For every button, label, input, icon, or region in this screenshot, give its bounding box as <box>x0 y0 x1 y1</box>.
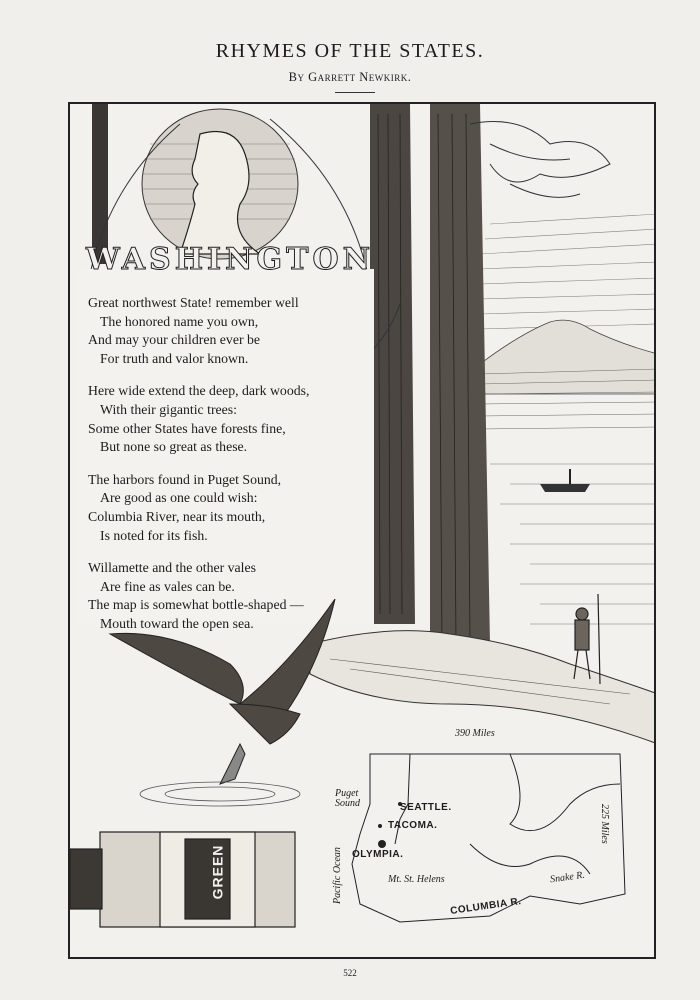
poem-line: Willamette and the other vales <box>88 560 257 576</box>
poem-line: And may your children ever be <box>88 332 261 348</box>
poem-heading: WASHINGTON <box>85 242 374 277</box>
map-pacific-label: Pacific Ocean <box>332 847 343 904</box>
poem-line: With their gigantic trees: <box>100 401 237 417</box>
map-olympia-label: OLYMPIA. <box>352 849 404 860</box>
poem-line: Some other States have forests fine, <box>88 420 286 436</box>
bottle-label: GREEN <box>209 844 226 900</box>
byline: By Garrett Newkirk. <box>288 70 412 84</box>
poem-line: The harbors found in Puget Sound, <box>88 471 282 487</box>
poem-line: For truth and valor known. <box>100 350 249 366</box>
map-snake-label: Snake R. <box>549 869 586 886</box>
map-height-label: 225 Miles <box>599 804 610 844</box>
poem-line: The honored name you own, <box>100 313 259 329</box>
stanza <box>88 294 378 368</box>
stanza <box>88 559 378 633</box>
page-number: 522 <box>343 968 357 978</box>
poem-line: Are good as one could wish: <box>100 490 258 506</box>
map-tacoma-label: TACOMA. <box>388 820 438 831</box>
map-puget-sound-label: Puget Sound <box>335 788 360 809</box>
map-width-label: 390 Miles <box>455 728 495 739</box>
poem-line: Mouth toward the open sea. <box>100 615 254 631</box>
poem-line: But none so great as these. <box>100 439 248 455</box>
poem-line: Columbia River, near its mouth, <box>88 508 266 524</box>
poem-line: Here wide extend the deep, dark woods, <box>88 383 310 399</box>
illustration-panel <box>68 102 656 959</box>
stanza <box>88 382 378 456</box>
map-mt-st-helens-label: Mt. St. Helens <box>388 874 445 885</box>
poem-body <box>88 294 378 648</box>
page-title: RHYMES OF THE STATES. <box>215 40 485 62</box>
stanza <box>88 471 378 545</box>
poem-line: Great northwest State! remember well <box>88 295 299 310</box>
poem-line: The map is somewhat bottle-shaped — <box>88 597 304 613</box>
poem-line: Is noted for its fish. <box>100 527 208 543</box>
map-columbia-label: COLUMBIA R. <box>449 896 523 917</box>
byline-rule <box>335 92 375 93</box>
poem-line: Are fine as vales can be. <box>100 578 235 594</box>
map-seattle-label: SEATTLE. <box>400 802 452 813</box>
